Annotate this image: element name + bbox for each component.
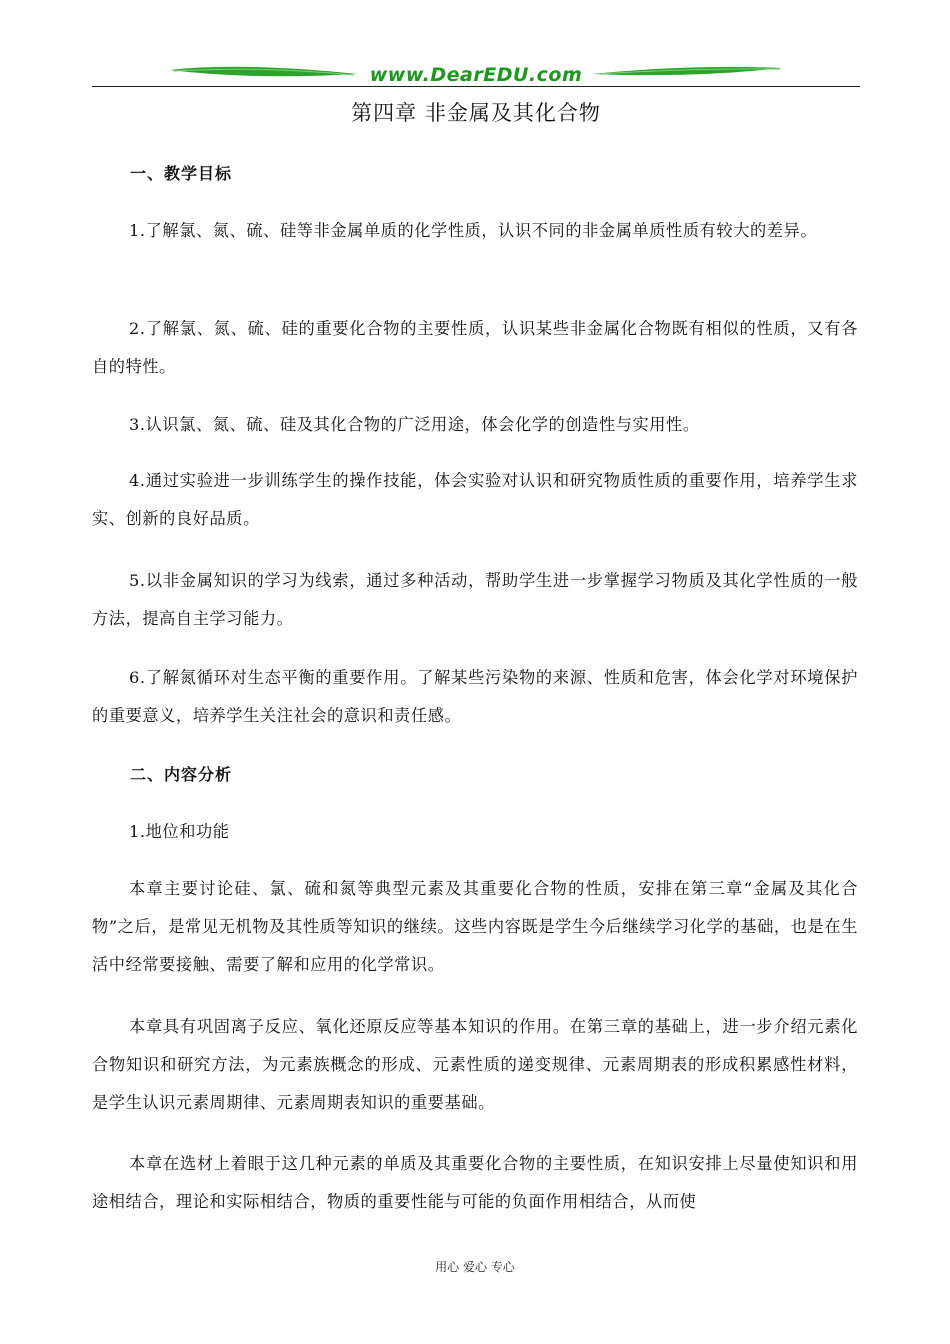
page-footer: 用心 爱心 专心 — [435, 1260, 515, 1274]
analysis-paragraph-2: 本章具有巩固离子反应、氧化还原反应等基本知识的作用。在第三章的基础上，进一步介绍元素化合物知识和研究方法，为元素族概念的形成、元素性质的递变规律、元素周期表的形成积累感性材料，是学生认识元素周期律、元素周期表知识的重要基础。 — [92, 1017, 858, 1112]
goal-paragraph-5: 5.以非金属知识的学习为线索，通过多种活动，帮助学生进一步掌握学习物质及其化学性质的一般方法，提高自主学习能力。 — [92, 571, 858, 628]
header-rule — [92, 86, 860, 87]
section-heading-analysis: 二、内容分析 — [130, 765, 233, 784]
goal-paragraph-4: 4.通过实验进一步训练学生的操作技能，体会实验对认识和研究物质性质的重要作用，培养学生求实、创新的良好品质。 — [92, 471, 858, 528]
goal-paragraph-2: 2.了解氯、氮、硫、硅的重要化合物的主要性质，认识某些非金属化合物既有相似的性质，又有各自的特性。 — [92, 319, 858, 376]
site-logo: www.DearEDU.com — [369, 64, 583, 86]
analysis-subheading: 1.地位和功能 — [129, 822, 230, 841]
page-title: 第四章 非金属及其化合物 — [351, 101, 601, 125]
analysis-paragraph-1: 本章主要讨论硅、氯、硫和氮等典型元素及其重要化合物的性质，安排在第三章“金属及其化合物”之后，是常见无机物及其性质等知识的继续。这些内容既是学生今后继续学习化学的基础，也是在生活中经常要接触、需要了解和应用的化学常识。 — [92, 879, 858, 974]
goal-paragraph-6: 6.了解氮循环对生态平衡的重要作用。了解某些污染物的来源、性质和危害，体会化学对环境保护的重要意义，培养学生关注社会的意识和责任感。 — [92, 668, 858, 725]
goal-paragraph-1: 1.了解氯、氮、硫、硅等非金属单质的化学性质，认识不同的非金属单质性质有较大的差异。 — [129, 221, 818, 240]
analysis-paragraph-3: 本章在选材上着眼于这几种元素的单质及其重要化合物的主要性质，在知识安排上尽量使知识和用途相结合，理论和实际相结合，物质的重要性能与可能的负面作用相结合，从而使 — [92, 1154, 858, 1211]
goal-paragraph-3: 3.认识氯、氮、硫、硅及其化合物的广泛用途，体会化学的创造性与实用性。 — [129, 415, 700, 434]
section-heading-goals: 一、教学目标 — [130, 164, 233, 183]
